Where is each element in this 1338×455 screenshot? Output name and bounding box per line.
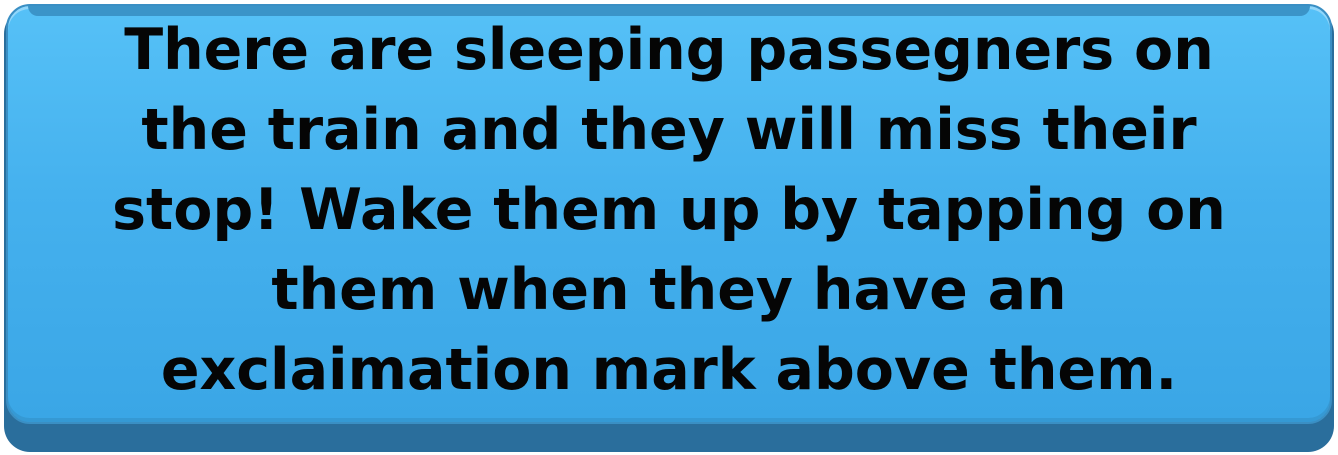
instruction-panel xyxy=(6,4,1332,424)
instruction-text-container xyxy=(68,6,1270,422)
instruction-message: There are sleeping passegners on the train and they will miss their stop! Wake them up by tapping on them when they have an exclaimation mark above them. xyxy=(112,17,1226,403)
